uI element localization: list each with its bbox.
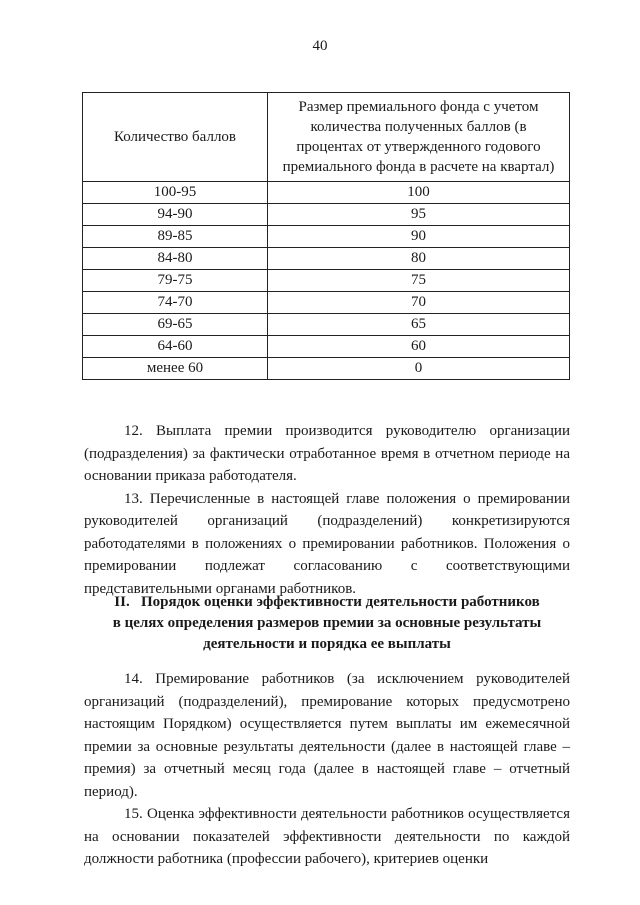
page-number: 40: [312, 38, 328, 54]
table-row: [83, 292, 570, 314]
section-heading: [84, 592, 570, 655]
section-heading-line-2: в целях определения размеров премии за основные результаты: [112, 615, 542, 631]
header-score-count: Количество баллов: [83, 93, 268, 182]
paragraph-group-14-15: [84, 668, 570, 871]
cell-score: 64-60: [83, 336, 268, 358]
cell-score: 79-75: [83, 270, 268, 292]
table-row: [83, 270, 570, 292]
cell-score: 94-90: [83, 204, 268, 226]
cell-percent: 90: [268, 226, 570, 248]
table-row: [83, 336, 570, 358]
cell-score: 74-70: [83, 292, 268, 314]
section-heading-line-1: II. Порядок оценки эффективности деятельности работников: [114, 594, 540, 610]
header-fund-size: Размер премиального фонда с учетом количества полученных баллов (в процентах от утвержденного годового премиального фонда в расчете на квартал): [268, 93, 570, 182]
cell-percent: 100: [268, 182, 570, 204]
cell-percent: 75: [268, 270, 570, 292]
cell-percent: 65: [268, 314, 570, 336]
cell-percent: 0: [268, 358, 570, 380]
cell-percent: 70: [268, 292, 570, 314]
cell-percent: 80: [268, 248, 570, 270]
cell-score: 84-80: [83, 248, 268, 270]
table-row: [83, 358, 570, 380]
paragraph-13: 13. Перечисленные в настоящей главе положения о премировании руководителей организаций (подразделений) конкретизируются работодателями в положениях о премировании работников. Положения о премировании подлежат согласованию с соответствующими представительными органами работников.: [84, 490, 570, 597]
paragraph-12: 12. Выплата премии производится руководителю организации (подразделения) за фактически отработанное время в отчетном периоде на основании приказа работодателя.: [84, 423, 570, 484]
score-table: [82, 92, 570, 380]
cell-score: менее 60: [83, 358, 268, 380]
table-header-row: [83, 93, 570, 182]
table-row: [83, 248, 570, 270]
cell-percent: 60: [268, 336, 570, 358]
cell-percent: 95: [268, 204, 570, 226]
table-row: [83, 204, 570, 226]
cell-score: 69-65: [83, 314, 268, 336]
table-row: [83, 314, 570, 336]
table-row: [83, 226, 570, 248]
cell-score: 89-85: [83, 226, 268, 248]
cell-score: 100-95: [83, 182, 268, 204]
section-heading-line-3: деятельности и порядка ее выплаты: [203, 636, 451, 652]
paragraph-group-12-13: [84, 420, 570, 600]
paragraph-15: 15. Оценка эффективности деятельности работников осуществляется на основании показателей эффективности деятельности по каждой должности работника (профессии рабочего), критериев оценки: [84, 806, 570, 867]
table-row: [83, 182, 570, 204]
paragraph-14: 14. Премирование работников (за исключением руководителей организаций (подразделений), премирование которых предусмотрено настоящим Порядком) осуществляется путем выплаты им ежемесячной премии за основные результаты деятельности (далее в настоящей главе – премия) за отчетный месяц года (далее в настоящей главе – отчетный период).: [84, 671, 570, 800]
